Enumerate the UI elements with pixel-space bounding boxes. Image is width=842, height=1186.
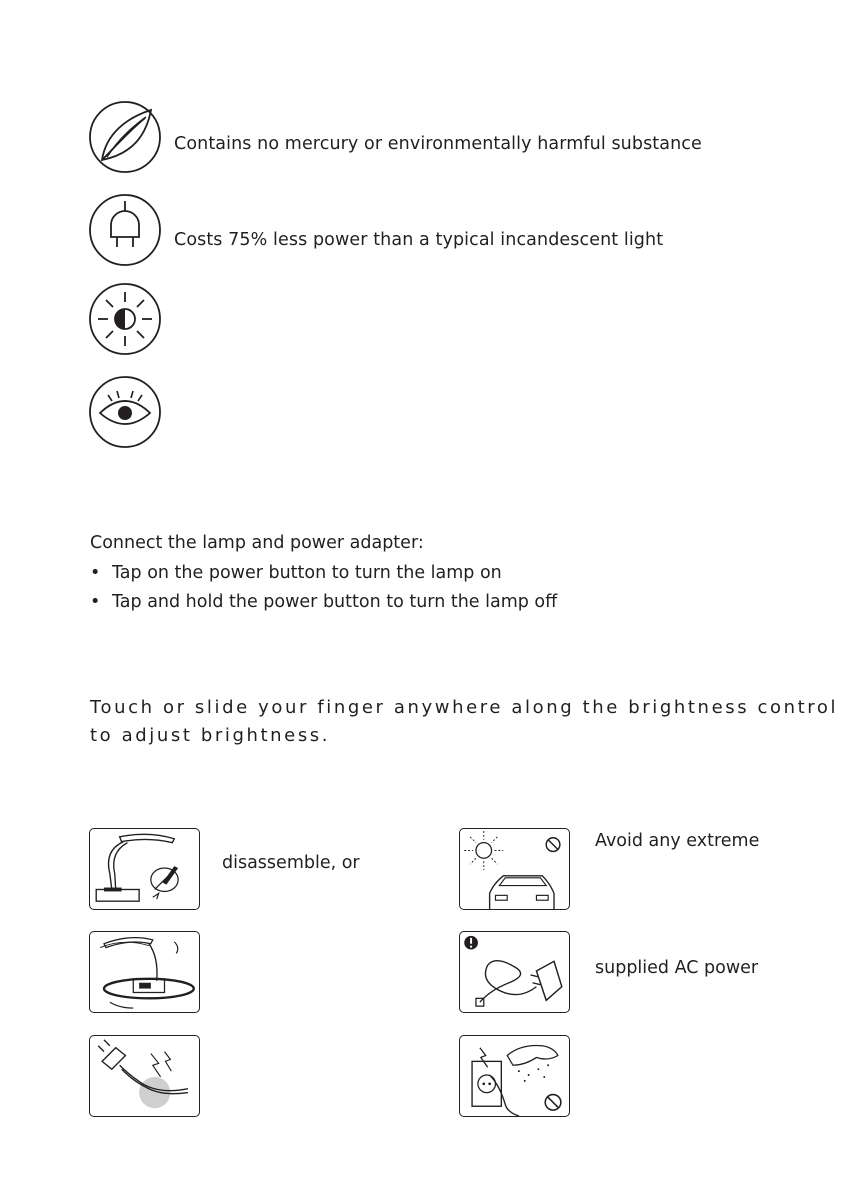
- feature-text-power-saving: Costs 75% less power than a typical incandescent light: [174, 230, 664, 250]
- damaged-plug-illustration: [89, 1035, 200, 1117]
- power-bullet: [90, 592, 557, 612]
- power-heading: Connect the lamp and power adapter:: [90, 533, 424, 553]
- brightness-icon: [88, 282, 162, 356]
- power-bullet-text: Tap on the power button to turn the lamp on: [112, 563, 502, 583]
- power-bullet-text: Tap and hold the power button to turn the lamp off: [112, 592, 558, 612]
- leaf-icon: [88, 100, 162, 174]
- warning-text: supplied AC power: [595, 958, 759, 978]
- sun-car-illustration: [459, 828, 570, 910]
- eye-icon: [88, 375, 162, 449]
- brightness-text-line2: to adjust brightness.: [90, 725, 331, 746]
- bulb-icon: [88, 193, 162, 267]
- power-adapter-illustration: [459, 931, 570, 1013]
- bullet-icon: •: [90, 592, 101, 612]
- warning-text: disassemble, or: [222, 853, 360, 873]
- power-bullet: [90, 563, 502, 583]
- wet-hand-outlet-illustration: [459, 1035, 570, 1117]
- warning-text: Avoid any extreme: [595, 831, 760, 851]
- lamp-spinning-illustration: [89, 931, 200, 1013]
- bullet-icon: •: [90, 563, 101, 583]
- lamp-screwdriver-illustration: [89, 828, 200, 910]
- feature-text-no-mercury: Contains no mercury or environmentally harmful substance: [174, 134, 702, 154]
- brightness-text-line1: Touch or slide your finger anywhere along the brightness control: [90, 697, 839, 718]
